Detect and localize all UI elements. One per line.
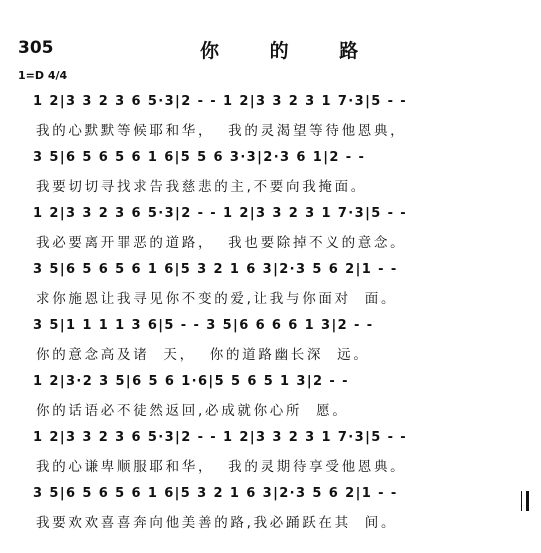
lyrics-line-6: 你的话语必不徒然返回,必成就你心所 愿。 xyxy=(36,403,349,419)
notes-line-2: 3 5|6 5 6 5 6 1 6|5 5 6 3·3|2·3 6 1|2 - - xyxy=(33,150,366,165)
final-barline xyxy=(521,491,529,511)
notes-line-7: 1 2|3 3 2 3 6 5·3|2 - - 1 2|3 3 2 3 1 7·3|5 - - xyxy=(33,430,408,445)
notes-line-8: 3 5|6 5 6 5 6 1 6|5 3 2 1 6 3|2·3 5 6 2|1 - - xyxy=(33,486,398,501)
lyrics-line-7: 我的心谦卑顺服耶和华， 我的灵期待享受他恩典。 xyxy=(36,459,407,475)
notes-line-1: 1 2|3 3 2 3 6 5·3|2 - - 1 2|3 3 2 3 1 7·3|5 - - xyxy=(33,94,408,109)
lyrics-line-8: 我要欢欢喜喜奔向他美善的路,我必踊跃在其 间。 xyxy=(36,515,398,531)
lyrics-line-3: 我必要离开罪恶的道路， 我也要除掉不义的意念。 xyxy=(36,235,407,251)
key-signature: 1=D 4/4 xyxy=(18,69,68,82)
notes-line-5: 3 5|1 1 1 1 3 6|5 - - 3 5|6 6 6 6 1 3|2 - - xyxy=(33,318,374,333)
hymn-title: 你 的 路 xyxy=(200,40,381,62)
notes-line-4: 3 5|6 5 6 5 6 1 6|5 3 2 1 6 3|2·3 5 6 2|1 - - xyxy=(33,262,398,277)
lyrics-line-4: 求你施恩让我寻见你不变的爱,让我与你面对 面。 xyxy=(36,291,398,307)
notes-line-3: 1 2|3 3 2 3 6 5·3|2 - - 1 2|3 3 2 3 1 7·3|5 - - xyxy=(33,206,408,221)
lyrics-line-2: 我要切切寻找求告我慈悲的主,不要向我掩面。 xyxy=(36,179,367,195)
lyrics-line-5: 你的意念高及诸 天， 你的道路幽长深 远。 xyxy=(36,347,370,363)
notes-line-6: 1 2|3·2 3 5|6 5 6 1·6|5 5 6 5 1 3|2 - - xyxy=(33,374,349,389)
lyrics-line-1: 我的心默默等候耶和华， 我的灵渴望等待他恩典， xyxy=(36,123,407,139)
hymn-number: 305 xyxy=(18,38,54,58)
